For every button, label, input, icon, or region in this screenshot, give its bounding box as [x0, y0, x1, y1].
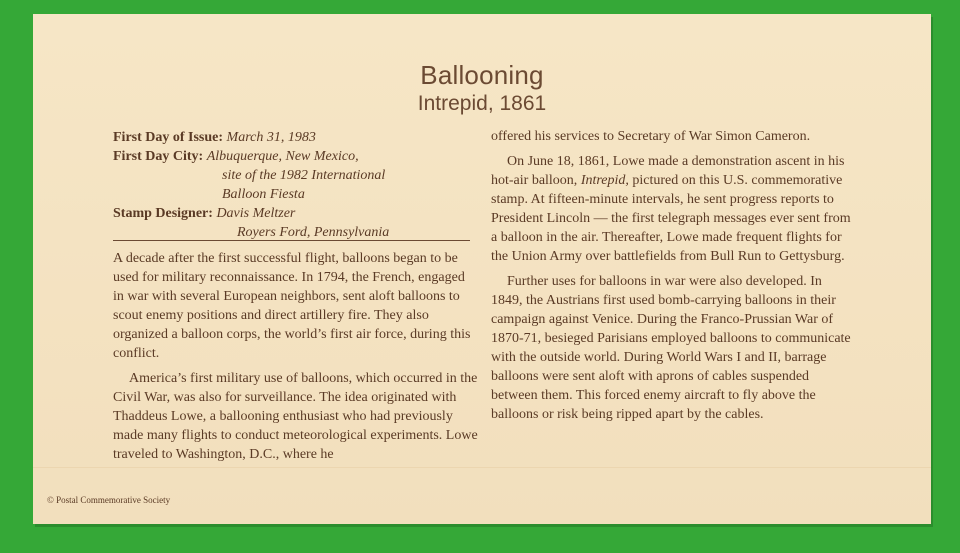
designer-value-line-1: Davis Meltzer	[216, 206, 296, 221]
designer-row	[113, 204, 473, 242]
city-value-line-2: site of the 1982 International	[222, 168, 386, 183]
left-paragraph-1: A decade after the first successful flight, balloons began to be used for military reconnaissance. In 1794, the French, engaged in war with several European neighbors, sent aloft balloons to scout enemy positions and direct artillery fire. They also organized a balloon corps, the world’s first air force, during this conflict.	[113, 251, 471, 361]
commemorative-card	[33, 14, 931, 524]
city-label: First Day City:	[113, 149, 204, 164]
first-day-row	[113, 128, 473, 147]
right-paragraph-2: Further uses for balloons in war were also developed. In 1849, the Austrians first used bomb-carrying balloons in their campaign against Venice. During the Franco-Prussian War of 1870-71, besieged Parisians employed balloons to communicate with the outside world. During World Wars I and II, barrage balloons were sent aloft with aprons of cables suspended between them. This forced enemy aircraft to fly above the balloons or risk being ripped apart by the cables.	[491, 274, 851, 422]
left-column	[113, 249, 478, 470]
left-paragraph-2: America’s first military use of balloons, which occurred in the Civil War, was also for surveillance. The idea originated with Thaddeus Lowe, a ballooning enthusiast who had previously made many flights to conduct meteorological experiments. Lowe traveled to Washington, D.C., where he	[113, 371, 478, 462]
first-day-label: First Day of Issue:	[113, 130, 224, 145]
page-title: Ballooning	[420, 60, 544, 90]
city-value-line-1: Albuquerque, New Mexico,	[206, 149, 359, 164]
faint-divider	[33, 467, 931, 468]
city-value-line-3: Balloon Fiesta	[222, 187, 305, 202]
right-paragraph-0: offered his services to Secretary of War Simon Cameron.	[491, 129, 811, 144]
designer-value-line-2: Royers Ford, Pennsylvania	[237, 225, 390, 240]
designer-label: Stamp Designer:	[113, 206, 213, 221]
balloon-name: Intrepid,	[580, 173, 629, 188]
right-paragraph-1-end: pictured on this U.S. commemorative stamp. At fifteen-minute intervals, he sent progress reports to President Lincoln — the first telegraph messages ever sent from a balloon in the air. Thereafter, Lowe made frequent flights for the Union Army over battlefields from Bull Run to Gettysburg.	[491, 173, 851, 264]
page-subtitle: Intrepid, 1861	[417, 92, 547, 115]
right-column	[491, 127, 856, 430]
section-divider	[113, 240, 470, 241]
issue-details	[113, 128, 473, 242]
right-paragraph-1-start: On June 18, 1861, Lowe made a demonstration ascent in his hot-air balloon,	[491, 154, 845, 188]
right-paragraph-1	[491, 152, 856, 266]
first-day-value: March 31, 1983	[226, 130, 316, 145]
city-row	[113, 147, 473, 204]
copyright-footer: © Postal Commemorative Society	[47, 495, 171, 505]
